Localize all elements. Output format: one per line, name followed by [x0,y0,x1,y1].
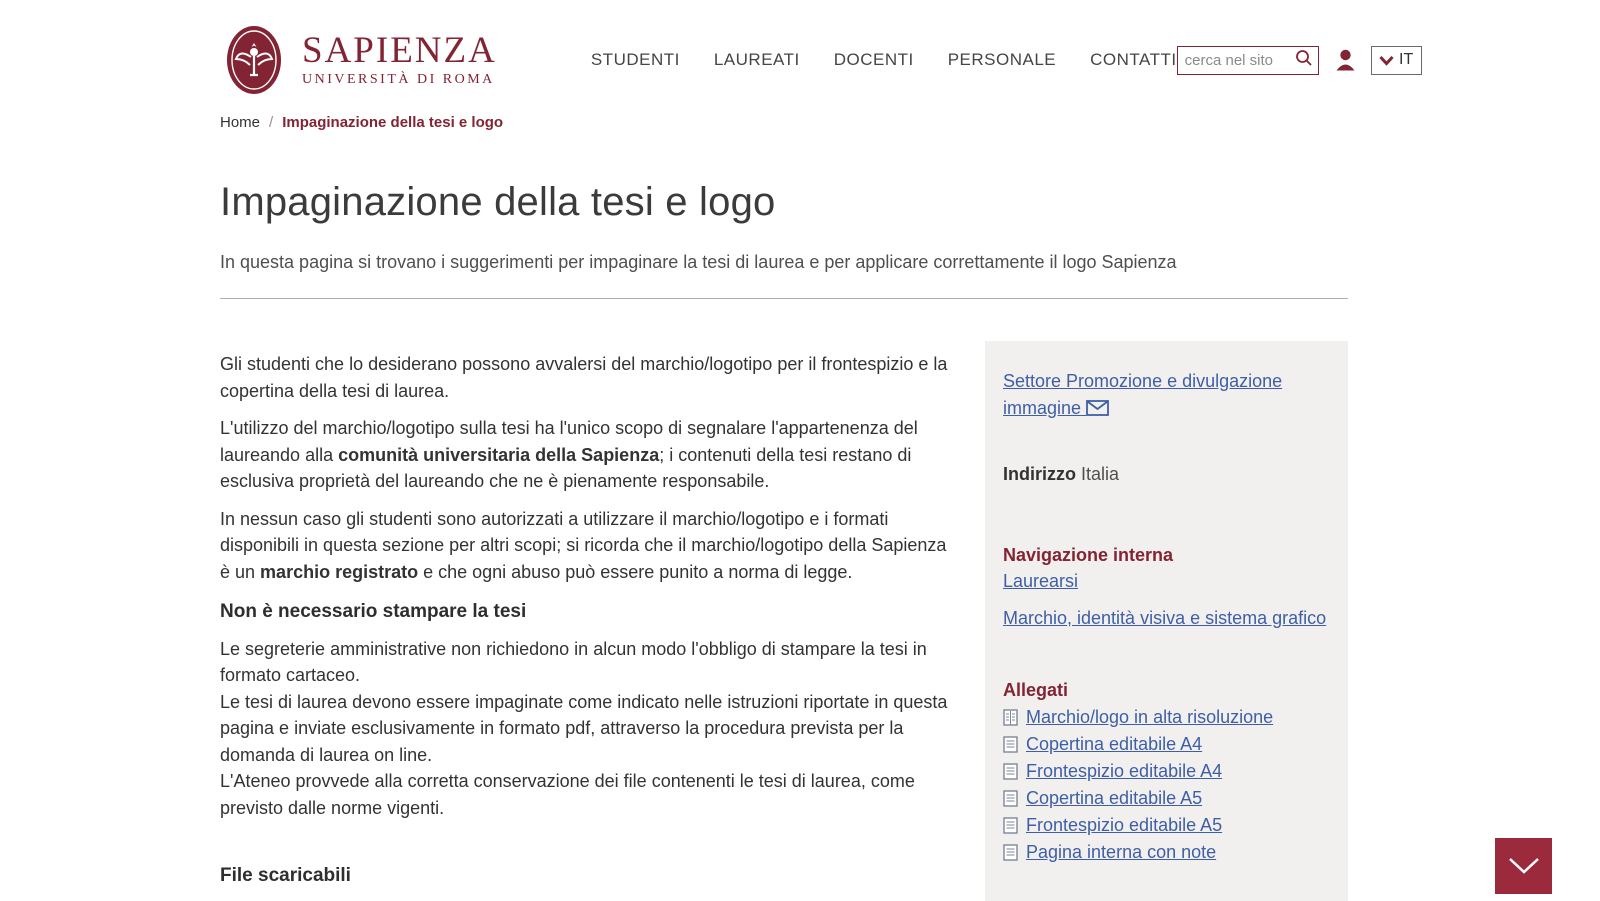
contact-link-label: Settore Promozione e divulgazione immagine [1003,371,1283,418]
logo-wordmark: SAPIENZA [302,30,497,71]
attachment-item [1003,785,1330,812]
chevron-down-icon [1379,55,1394,66]
nav-item-laureati[interactable]: LAUREATI [713,50,800,69]
document-icon [1003,817,1018,834]
internal-navigation [1003,542,1330,632]
title-divider [220,298,1348,299]
breadcrumb [220,114,1348,131]
nav-item-studenti[interactable]: STUDENTI [590,50,680,69]
page-subtitle: In questa pagina si trovano i suggerimenti per impaginare la tesi di laurea e per applicare correttamente il logo Sapienza [220,252,1177,272]
site-header [220,0,1414,96]
paragraph-restrictions-bold: marchio registrato [260,561,419,582]
user-account-button[interactable] [1335,49,1356,71]
section-heading-print: Non è necessario stampare la tesi [220,601,527,622]
sapienza-crest-icon [220,25,288,95]
attachment-item [1003,839,1330,866]
paragraph-usage-text: L'utilizzo del marchio/logotipo sulla tesi ha l'unico scopo di segnalare l'appartenenza del laureando alla [220,418,918,465]
document-icon [1003,709,1018,726]
paragraph-usage [220,415,955,495]
sidebar-link-marchio[interactable]: Marchio, identità visiva e sistema grafico [1003,607,1327,628]
sidebar-link-laurearsi[interactable]: Laurearsi [1003,571,1079,591]
paragraph-restrictions [220,506,955,586]
attachments-heading: Allegati [1003,680,1069,700]
sidebar [985,341,1348,901]
print-info-line2: Le tesi di laurea devono essere impaginate come indicato nelle istruzioni riportate in questa pagina e inviate esclusivamente in formato pdf, attraverso la procedura prevista per la domanda di laurea on line. [220,691,948,765]
breadcrumb-home-link[interactable]: Home [220,114,261,131]
print-info-line3: L'Ateneo provvede alla corretta conservazione dei file contenenti le tesi di laurea, come previsto dalle norme vigenti. [220,771,915,818]
scroll-down-button[interactable] [1495,838,1552,894]
logo-subtitle: UNIVERSITÀ DI ROMA [302,72,495,87]
attachment-item [1003,758,1330,785]
attachment-item [1003,731,1330,758]
attachment-link-frontespizio-a4[interactable]: Frontespizio editabile A4 [1026,761,1223,781]
nav-item-docenti[interactable]: DOCENTI [833,50,914,69]
paragraph-print-info [220,636,955,822]
search-icon [1294,49,1313,68]
print-info-line1: Le segreterie amministrative non richiedono in alcun modo l'obbligo di stampare la tesi in formato cartaceo. [220,638,927,685]
attachments-block [1003,677,1330,866]
section-heading-files: File scaricabili [220,865,351,886]
sapienza-logo[interactable] [220,25,497,95]
chevron-down-icon [1508,857,1540,875]
internal-navigation-heading: Navigazione interna [1003,544,1174,565]
attachment-item [1003,812,1330,839]
address-block [1003,461,1330,488]
address-label: Indirizzo [1003,464,1076,484]
page-title: Impaginazione della tesi e logo [220,180,776,224]
breadcrumb-current: Impaginazione della tesi e logo [282,114,504,131]
paragraph-intro: Gli studenti che lo desiderano possono avvalersi del marchio/logotipo per il frontespizio e la copertina della tesi di laurea. [220,354,948,401]
document-icon [1003,763,1018,780]
search-button[interactable] [1292,49,1316,72]
attachment-link-copertina-a5[interactable]: Copertina editabile A5 [1026,788,1203,808]
paragraph-restrictions-text: In nessun caso gli studenti sono autorizzati a utilizzare il marchio/logotipo e i formati disponibili in questa sezione per altri scopi; si ricorda che il marchio/logotipo della Sapienza è un [220,508,947,582]
user-icon [1335,49,1356,71]
language-selector[interactable] [1371,46,1422,75]
attachment-link-copertina-a4[interactable]: Copertina editabile A4 [1026,734,1203,754]
document-icon [1003,736,1018,753]
attachment-item [1003,704,1330,731]
breadcrumb-separator: / [269,114,274,131]
main-navigation [591,50,1177,70]
site-search [1177,46,1319,75]
article-body [220,341,955,890]
nav-item-contatti[interactable]: CONTATTI [1090,50,1177,69]
nav-item-personale[interactable]: PERSONALE [947,50,1057,69]
attachment-link-frontespizio-a5[interactable]: Frontespizio editabile A5 [1026,815,1223,835]
contact-block [1003,368,1330,421]
contact-link[interactable] [1003,371,1282,418]
address-value: Italia [1081,464,1120,484]
document-icon [1003,844,1018,861]
document-icon [1003,790,1018,807]
mail-icon [1086,400,1109,416]
paragraph-usage-bold: comunità universitaria della Sapienza [338,444,660,465]
language-value: IT [1399,51,1414,68]
attachments-list [1003,704,1330,866]
attachment-link-pagina-interna[interactable]: Pagina interna con note [1026,842,1217,862]
paragraph-usage-text2: ; i contenuti della tesi restano di esclusiva proprietà del laureando che ne è pienamente responsabile. [220,444,912,491]
paragraph-restrictions-text2: e che ogni abuso può essere punito a norma di legge. [418,561,853,582]
attachment-link-marchio-logo[interactable]: Marchio/logo in alta risoluzione [1026,707,1274,727]
